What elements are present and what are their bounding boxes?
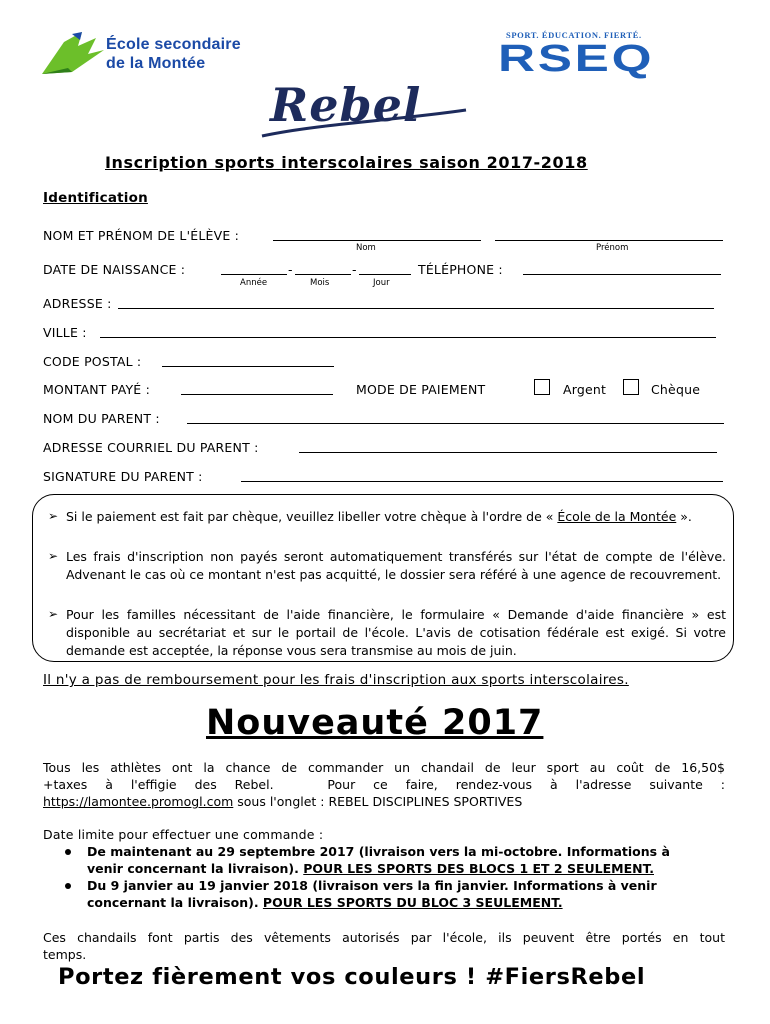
date-dash-1: -	[288, 262, 293, 277]
montant-field[interactable]	[181, 394, 333, 395]
bullet-dot-icon	[65, 883, 71, 889]
code-postal-label: CODE POSTAL :	[43, 354, 142, 369]
no-refund-notice: Il n'y a pas de remboursement pour les frais d'inscription aux sports interscolaires.	[43, 672, 629, 688]
nom-field[interactable]	[273, 240, 481, 241]
arrow-bullet-icon: ➢	[48, 549, 59, 563]
code-postal-field[interactable]	[162, 366, 334, 367]
cheque-label: Chèque	[651, 382, 701, 397]
telephone-field[interactable]	[523, 274, 721, 275]
order-item-2	[87, 877, 727, 911]
order-item-1	[87, 843, 727, 877]
note-3: Pour les familles nécessitant de l'aide financière, le formulaire « Demande d'aide financière » est disponible au secrétariat et sur le portail de l'école. L'avis de cotisation fédérale est exigé. Si votre demande est acceptée, la réponse vous sera transmise au mois de juin.	[66, 607, 726, 658]
rseq-logo	[498, 30, 718, 80]
rebel-swoosh	[258, 80, 468, 140]
annee-sublabel: Année	[240, 278, 268, 288]
arrow-bullet-icon: ➢	[48, 509, 59, 523]
prenom-sublabel: Prénom	[596, 243, 629, 253]
note-1-text: Si le paiement est fait par chèque, veuillez libeller votre chèque à l'ordre de «	[66, 509, 558, 524]
arrow-bullet-icon: ➢	[48, 607, 59, 621]
nom-sublabel: Nom	[356, 243, 376, 253]
annee-field[interactable]	[221, 274, 287, 275]
telephone-label: TÉLÉPHONE :	[418, 262, 503, 277]
closing-line-2: temps.	[43, 947, 87, 962]
form-title: Inscription sports interscolaires saison 2017-2018	[105, 153, 588, 172]
adresse-label: ADRESSE :	[43, 296, 112, 311]
note-1	[66, 508, 726, 526]
jour-field[interactable]	[359, 274, 411, 275]
ville-field[interactable]	[100, 337, 716, 338]
rebel-wordmark: Rebel	[270, 78, 422, 132]
bullet-dot-icon	[65, 849, 71, 855]
school-logo	[38, 28, 278, 80]
note-1-link[interactable]: École de la Montée	[557, 509, 677, 524]
item1-line-2-text: venir concernant la livraison).	[87, 861, 304, 876]
closing-paragraph	[43, 929, 725, 963]
closing-line-1: Ces chandails font partis des vêtements autorisés par l'école, ils peuvent être portés en tout	[43, 930, 725, 945]
montant-label: MONTANT PAYÉ :	[43, 382, 150, 397]
mois-sublabel: Mois	[310, 278, 330, 288]
rseq-slogan: SPORT. ÉDUCATION. FIERTÉ.	[506, 30, 642, 40]
note-1-end: ».	[676, 509, 692, 524]
rseq-wordmark: RSEQ	[498, 38, 655, 80]
jour-sublabel: Jour	[373, 278, 390, 288]
item1-line-1: De maintenant au 29 septembre 2017 (livraison vers la mi-octobre. Informations à	[87, 844, 670, 859]
nouveaute-heading: Nouveauté 2017	[206, 703, 544, 743]
item2-line-2-text: concernant la livraison).	[87, 895, 263, 910]
parent-signature-field[interactable]	[241, 481, 723, 482]
cheque-checkbox[interactable]	[623, 379, 639, 395]
nom-label: NOM ET PRÉNOM DE L'ÉLÈVE :	[43, 228, 240, 243]
parent-signature-label: SIGNATURE DU PARENT :	[43, 469, 203, 484]
intro-after-url: sous l'onglet : REBEL DISCIPLINES SPORTIVES	[233, 794, 523, 809]
argent-checkbox[interactable]	[534, 379, 550, 395]
item2-line-2	[87, 894, 727, 911]
promo-url-link[interactable]: https://lamontee.promogl.com	[43, 794, 234, 809]
school-name-line2: de la Montée	[106, 55, 206, 72]
school-logo-mark	[38, 28, 104, 80]
item1-emphasis: POUR LES SPORTS DES BLOCS 1 ET 2 SEULEMENT.	[303, 861, 654, 876]
deadline-label: Date limite pour effectuer une commande :	[43, 827, 324, 842]
intro-line-2: +taxes à l'effigie des Rebel. Pour ce faire, rendez-vous à l'adresse suivante :	[43, 777, 725, 792]
parent-nom-label: NOM DU PARENT :	[43, 411, 160, 426]
nouveaute-intro	[43, 759, 725, 810]
naissance-label: DATE DE NAISSANCE :	[43, 262, 186, 277]
intro-line-3	[43, 793, 725, 810]
date-dash-2: -	[352, 262, 357, 277]
school-name-line1: École secondaire	[106, 36, 241, 53]
parent-courriel-field[interactable]	[299, 452, 717, 453]
item2-line-1: Du 9 janvier au 19 janvier 2018 (livraison vers la fin janvier. Informations à venir	[87, 878, 657, 893]
note-2: Les frais d'inscription non payés seront automatiquement transférés sur l'état de compte de l'élève. Advenant le cas où ce montant n'est pas acquitté, le dossier sera référé à une agence de recouvrement.	[66, 549, 726, 582]
identification-heading: Identification	[43, 190, 148, 206]
parent-courriel-label: ADRESSE COURRIEL DU PARENT :	[43, 440, 259, 455]
mois-field[interactable]	[295, 274, 351, 275]
parent-nom-field[interactable]	[187, 423, 724, 424]
mode-paiement-label: MODE DE PAIEMENT	[356, 382, 486, 397]
rebel-logo	[258, 80, 468, 140]
item1-line-2	[87, 860, 727, 877]
argent-label: Argent	[563, 382, 607, 397]
closing-slogan: Portez fièrement vos couleurs ! #FiersRebel	[58, 964, 646, 990]
item2-emphasis: POUR LES SPORTS DU BLOC 3 SEULEMENT.	[262, 895, 563, 910]
prenom-field[interactable]	[495, 240, 723, 241]
adresse-field[interactable]	[118, 308, 714, 309]
ville-label: VILLE :	[43, 325, 87, 340]
intro-line-1: Tous les athlètes ont la chance de commander un chandail de leur sport au coût de 16,50$	[43, 760, 725, 775]
